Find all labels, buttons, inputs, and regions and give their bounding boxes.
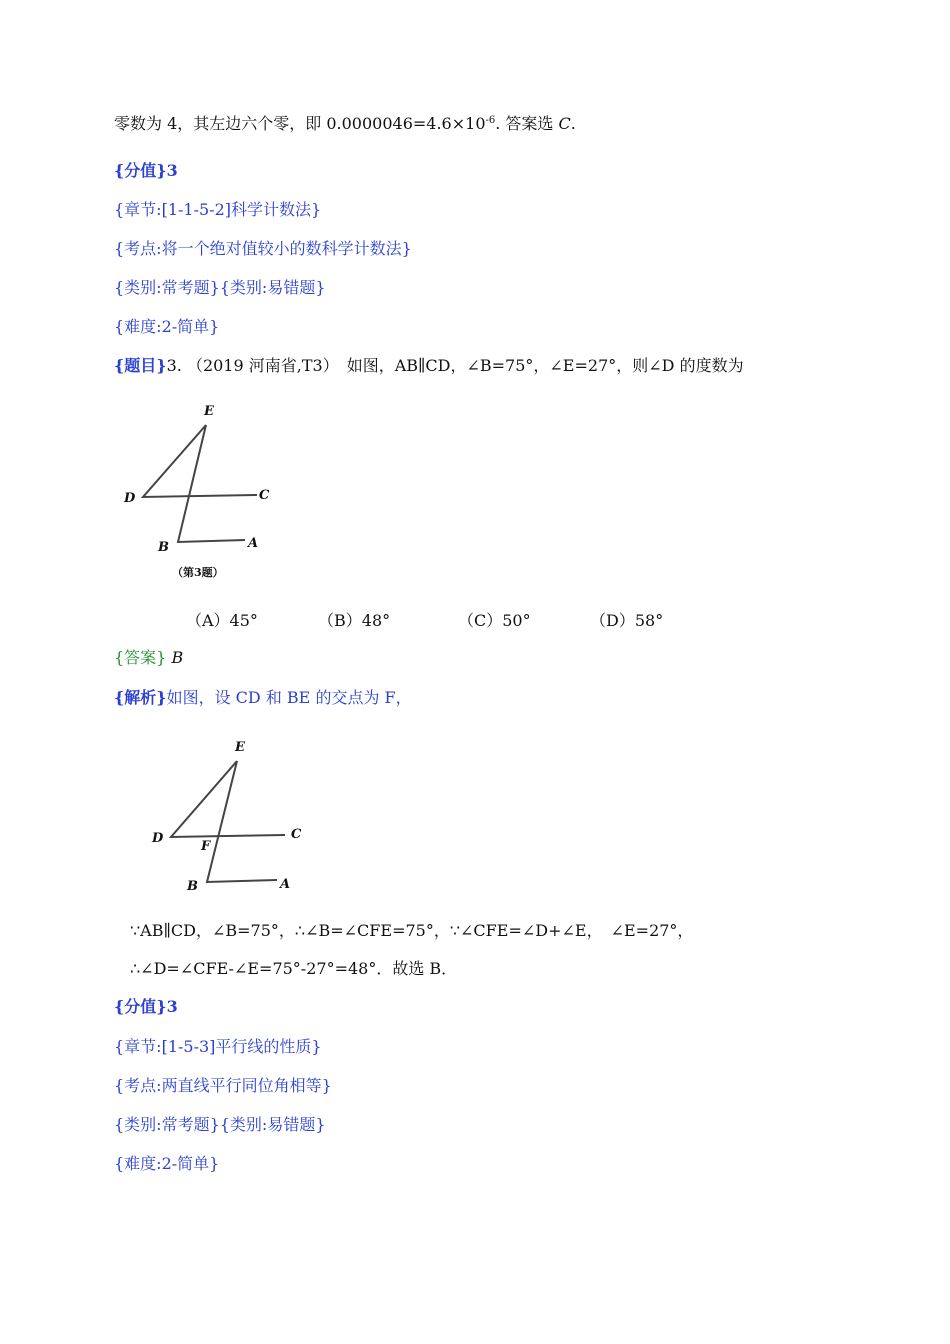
answer-value: B (171, 648, 184, 667)
question-tag: {题目} (114, 356, 167, 375)
label-B: B (187, 879, 198, 894)
label-D: D (124, 491, 136, 506)
label-C: C (291, 827, 302, 842)
q2-score: {分值}3 (114, 161, 178, 180)
option-b: （B）48° (318, 611, 391, 630)
question-figure (114, 398, 294, 587)
solution-step-1: ∵AB∥CD，∠B=75°，∴∠B=∠CFE=75°，∵∠CFE=∠D+∠E， ∠E=27°， (130, 921, 694, 940)
question-3 (114, 356, 744, 376)
option-c: （C）50° (458, 611, 531, 630)
label-E: E (235, 740, 245, 755)
option-d: （D）58° (590, 611, 664, 630)
q2-difficulty: {难度:2-简单} (114, 317, 220, 336)
q2-category: {类别:常考题}{类别:易错题} (114, 278, 326, 297)
analysis-figure (146, 733, 321, 902)
question-text: 3. （2019 河南省,T3） 如图，AB∥CD，∠B=75°，∠E=27°，则∠D 的度数为 (166, 356, 744, 375)
q3-point: {考点:两直线平行同位角相等} (114, 1076, 332, 1095)
intro-answer: C (558, 114, 571, 133)
intro-text: 零数为 4，其左边六个零，即 0.0000046=4.6×10 (114, 114, 486, 133)
analysis-tag: {解析} (114, 688, 167, 707)
q3-score: {分值}3 (114, 997, 178, 1016)
intro-end: . (570, 114, 576, 133)
label-A: A (248, 536, 259, 551)
label-D: D (152, 831, 164, 846)
answer-tag: {答案} (114, 648, 167, 667)
analysis-figure-svg (146, 733, 321, 898)
q3-chapter: {章节:[1-5-3]平行线的性质} (114, 1037, 322, 1056)
label-F: F (201, 839, 211, 854)
intro-exponent: -6 (485, 115, 496, 126)
analysis-text: 如图，设 CD 和 BE 的交点为 F， (166, 688, 412, 707)
label-A: A (280, 877, 291, 892)
q3-category: {类别:常考题}{类别:易错题} (114, 1115, 326, 1134)
q3-difficulty: {难度:2-简单} (114, 1154, 220, 1173)
intro-line (114, 114, 576, 134)
analysis-line (114, 688, 412, 708)
answer-line (114, 648, 183, 668)
geometry-figure-svg (114, 398, 294, 583)
q2-chapter: {章节:[1-1-5-2]科学计数法} (114, 200, 322, 219)
label-E: E (204, 404, 214, 419)
label-B: B (158, 540, 169, 555)
figure-caption: （第3题） (172, 566, 224, 579)
option-a: （A）45° (186, 611, 258, 630)
intro-suffix: . 答案选 (495, 114, 559, 133)
label-C: C (259, 488, 270, 503)
solution-step-2: ∴∠D=∠CFE-∠E=75°-27°=48°．故选 B． (130, 959, 458, 978)
q2-point: {考点:将一个绝对值较小的数科学计数法} (114, 239, 412, 258)
